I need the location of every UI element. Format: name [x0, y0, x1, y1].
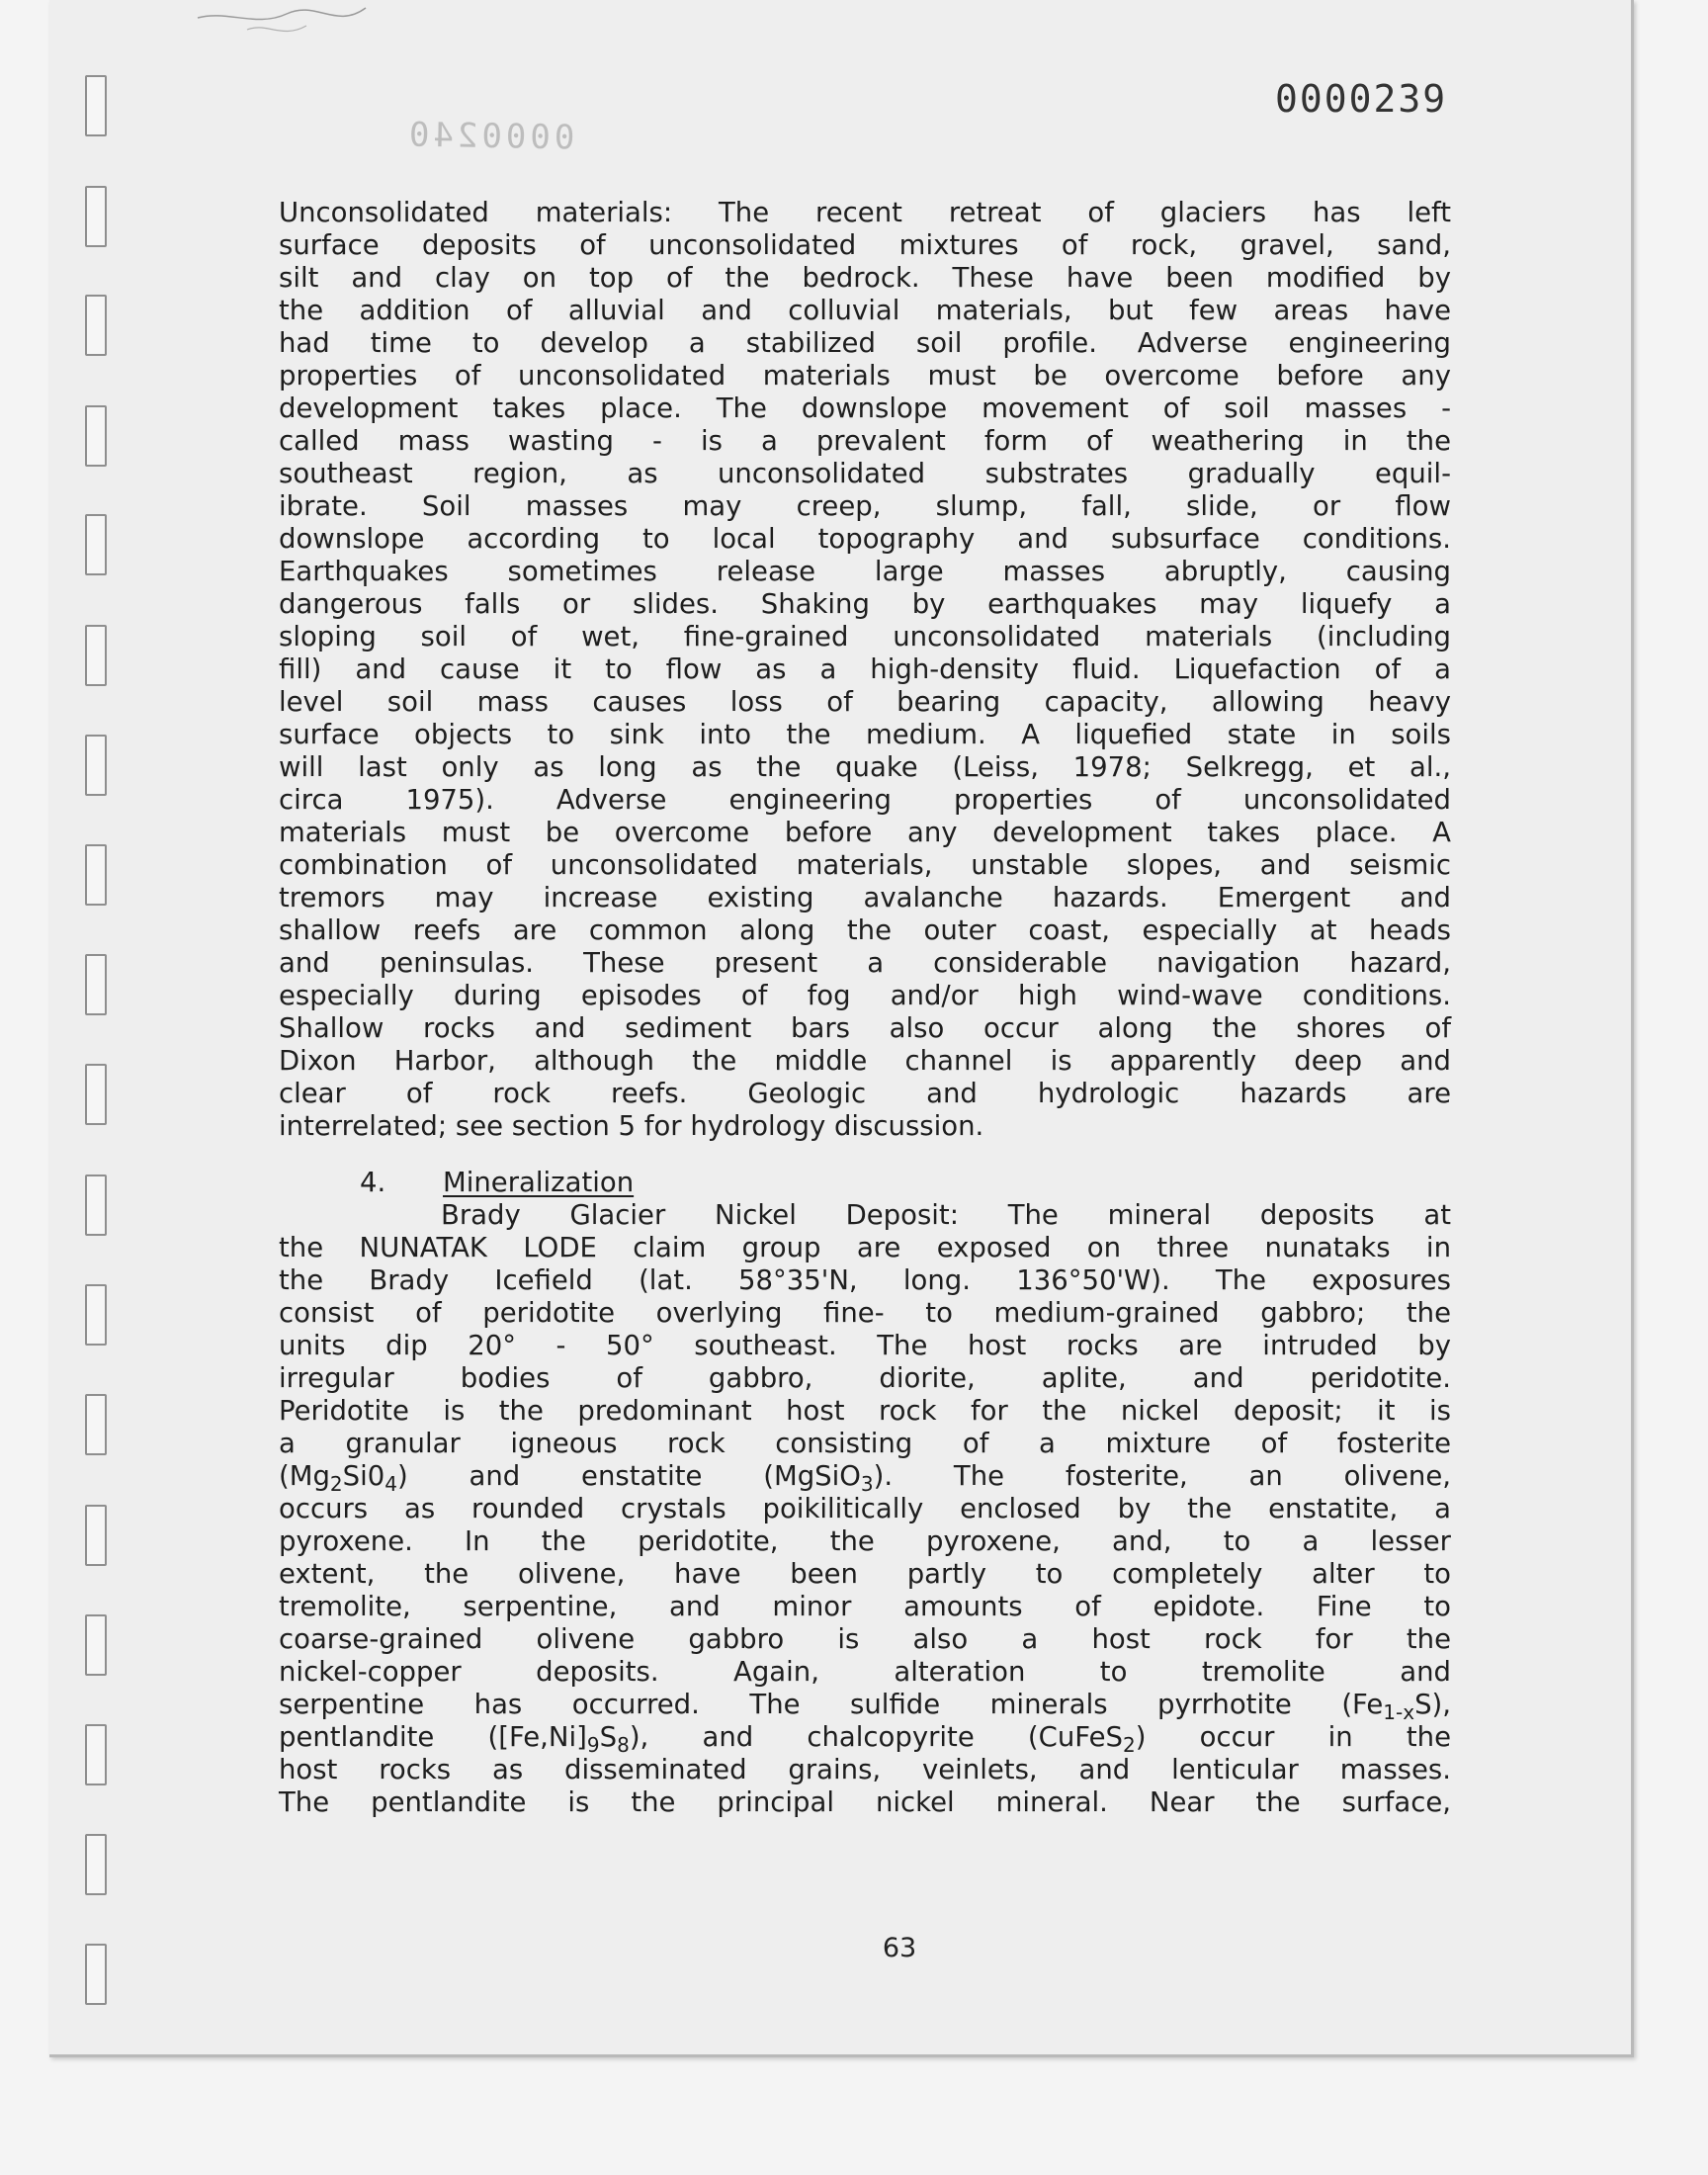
- text-line: had time to develop a stabilized soil profile. Adverse engineering: [279, 327, 1451, 359]
- binder-hole: [85, 1614, 107, 1676]
- binder-hole: [85, 1394, 107, 1455]
- page-number: 63: [882, 1933, 917, 1963]
- text-line: Brady Glacier Nickel Deposit: The mineral deposits at: [441, 1199, 1451, 1231]
- binder-hole: [85, 514, 107, 575]
- text-line: the Brady Icefield (lat. 58°35'N, long. 136°50'W). The exposures: [279, 1264, 1451, 1296]
- subscript: 4: [384, 1472, 397, 1496]
- text-line: Peridotite is the predominant host rock for the nickel deposit; it is: [279, 1395, 1451, 1427]
- formula-line-pentlandite: [279, 1721, 1451, 1757]
- text-line: Shallow rocks and sediment bars also occur along the shores of: [279, 1012, 1451, 1044]
- text-line: extent, the olivene, have been partly to completely alter to: [279, 1558, 1451, 1590]
- binder-hole: [85, 625, 107, 686]
- formula-line-fosterite-enstatite: [279, 1460, 1451, 1496]
- text-run: ) occur in the: [1135, 1721, 1451, 1753]
- binder-hole: [85, 954, 107, 1015]
- text-line: development takes place. The downslope movement of soil masses -: [279, 392, 1451, 424]
- binder-hole: [85, 75, 107, 136]
- text-run: pentlandite ([Fe,Ni]: [279, 1721, 587, 1753]
- text-run: (Mg: [279, 1460, 330, 1492]
- text-line: clear of rock reefs. Geologic and hydrologic hazards are: [279, 1078, 1451, 1109]
- text-line: a granular igneous rock consisting of a mixture of fosterite: [279, 1428, 1451, 1459]
- text-line: will last only as long as the quake (Leiss, 1978; Selkregg, et al.,: [279, 751, 1451, 783]
- subscript: 8: [617, 1733, 630, 1757]
- text-line: especially during episodes of fog and/or high wind-wave conditions.: [279, 980, 1451, 1011]
- text-line: surface deposits of unconsolidated mixtures of rock, gravel, sand,: [279, 229, 1451, 261]
- text-run: ), and chalcopyrite (CuFeS: [629, 1721, 1123, 1753]
- text-line: occurs as rounded crystals poikilitically enclosed by the enstatite, a: [279, 1493, 1451, 1524]
- text-line: tremors may increase existing avalanche hazards. Emergent and: [279, 882, 1451, 914]
- paragraph-spacer: [279, 1143, 1451, 1167]
- binder-hole: [85, 1505, 107, 1566]
- text-run: S),: [1414, 1689, 1451, 1720]
- text-line: Earthquakes sometimes release large masses abruptly, causing: [279, 556, 1451, 587]
- text-line: irregular bodies of gabbro, diorite, aplite, and peridotite.: [279, 1362, 1451, 1394]
- text-line: interrelated; see section 5 for hydrology discussion.: [279, 1110, 984, 1142]
- text-line: ibrate. Soil masses may creep, slump, fall, slide, or flow: [279, 490, 1451, 522]
- scanned-page: [49, 0, 1634, 2057]
- text-line: materials must be overcome before any development takes place. A: [279, 817, 1451, 848]
- binder-hole: [85, 1724, 107, 1785]
- text-line: circa 1975). Adverse engineering properties of unconsolidated: [279, 784, 1451, 816]
- text-line: properties of unconsolidated materials must be overcome before any: [279, 360, 1451, 392]
- body-text: [279, 197, 1451, 1819]
- subscript: 3: [860, 1472, 874, 1496]
- binder-hole: [85, 735, 107, 796]
- pencil-mark: [188, 0, 445, 59]
- text-line: downslope according to local topography and subsurface conditions.: [279, 523, 1451, 555]
- text-line: sloping soil of wet, fine-grained unconsolidated materials (including: [279, 621, 1451, 652]
- binder-hole: [85, 844, 107, 906]
- text-line: pyroxene. In the peridotite, the pyroxene, and, to a lesser: [279, 1525, 1451, 1557]
- text-run: ). The fosterite, an olivene,: [873, 1460, 1451, 1492]
- section-number: 4.: [360, 1167, 386, 1198]
- text-line: called mass wasting - is a prevalent form of weathering in the: [279, 425, 1451, 457]
- formula-line-pyrrhotite: [279, 1689, 1451, 1724]
- text-line: nickel-copper deposits. Again, alteration to tremolite and: [279, 1656, 1451, 1688]
- subscript: 2: [329, 1472, 343, 1496]
- section-heading: [279, 1167, 1451, 1199]
- text-run: Si0: [342, 1460, 385, 1492]
- subscript: 9: [586, 1733, 600, 1757]
- text-run: S: [599, 1721, 618, 1753]
- text-line: shallow reefs are common along the outer coast, especially at heads: [279, 914, 1451, 946]
- text-line: host rocks as disseminated grains, veinlets, and lenticular masses.: [279, 1754, 1451, 1785]
- text-line: coarse-grained olivene gabbro is also a host rock for the: [279, 1623, 1451, 1655]
- text-line: Dixon Harbor, although the middle channel is apparently deep and: [279, 1045, 1451, 1077]
- document-number: 0000239: [1275, 77, 1448, 121]
- bleed-through-number: 0000240: [404, 115, 575, 158]
- text-line: the NUNATAK LODE claim group are exposed on three nunataks in: [279, 1232, 1451, 1263]
- text-run: serpentine has occurred. The sulfide minerals pyrrhotite (Fe: [279, 1689, 1384, 1720]
- text-line: Unconsolidated materials: The recent retreat of glaciers has left: [279, 197, 1451, 228]
- binder-hole: [85, 1834, 107, 1895]
- text-line: combination of unconsolidated materials, unstable slopes, and seismic: [279, 849, 1451, 881]
- text-line: consist of peridotite overlying fine- to medium-grained gabbro; the: [279, 1297, 1451, 1329]
- binder-hole: [85, 186, 107, 247]
- paragraph-brady-glacier-nickel-deposit: [279, 1199, 1451, 1819]
- text-line: dangerous falls or slides. Shaking by earthquakes may liquefy a: [279, 588, 1451, 620]
- text-line: southeast region, as unconsolidated substrates gradually equil-: [279, 458, 1451, 489]
- text-line: level soil mass causes loss of bearing capacity, allowing heavy: [279, 686, 1451, 718]
- binder-hole: [85, 1174, 107, 1236]
- text-line: surface objects to sink into the medium. A liquefied state in soils: [279, 719, 1451, 750]
- subscript: 2: [1122, 1733, 1136, 1757]
- section-title: Mineralization: [443, 1167, 635, 1198]
- text-line: The pentlandite is the principal nickel mineral. Near the surface,: [279, 1786, 1451, 1818]
- binder-hole: [85, 405, 107, 467]
- binder-hole: [85, 1944, 107, 2005]
- text-line: units dip 20° - 50° southeast. The host rocks are intruded by: [279, 1330, 1451, 1361]
- text-line: the addition of alluvial and colluvial materials, but few areas have: [279, 295, 1451, 326]
- text-line: and peninsulas. These present a considerable navigation hazard,: [279, 947, 1451, 979]
- binder-hole: [85, 295, 107, 356]
- text-run: ) and enstatite (MgSiO: [396, 1460, 861, 1492]
- text-line: fill) and cause it to flow as a high-density fluid. Liquefaction of a: [279, 653, 1451, 685]
- binder-hole: [85, 1284, 107, 1346]
- text-line: tremolite, serpentine, and minor amounts of epidote. Fine to: [279, 1591, 1451, 1622]
- text-line: silt and clay on top of the bedrock. These have been modified by: [279, 262, 1451, 294]
- binder-hole: [85, 1064, 107, 1125]
- subscript: 1-x: [1383, 1700, 1415, 1724]
- paragraph-unconsolidated-materials: [279, 197, 1451, 1143]
